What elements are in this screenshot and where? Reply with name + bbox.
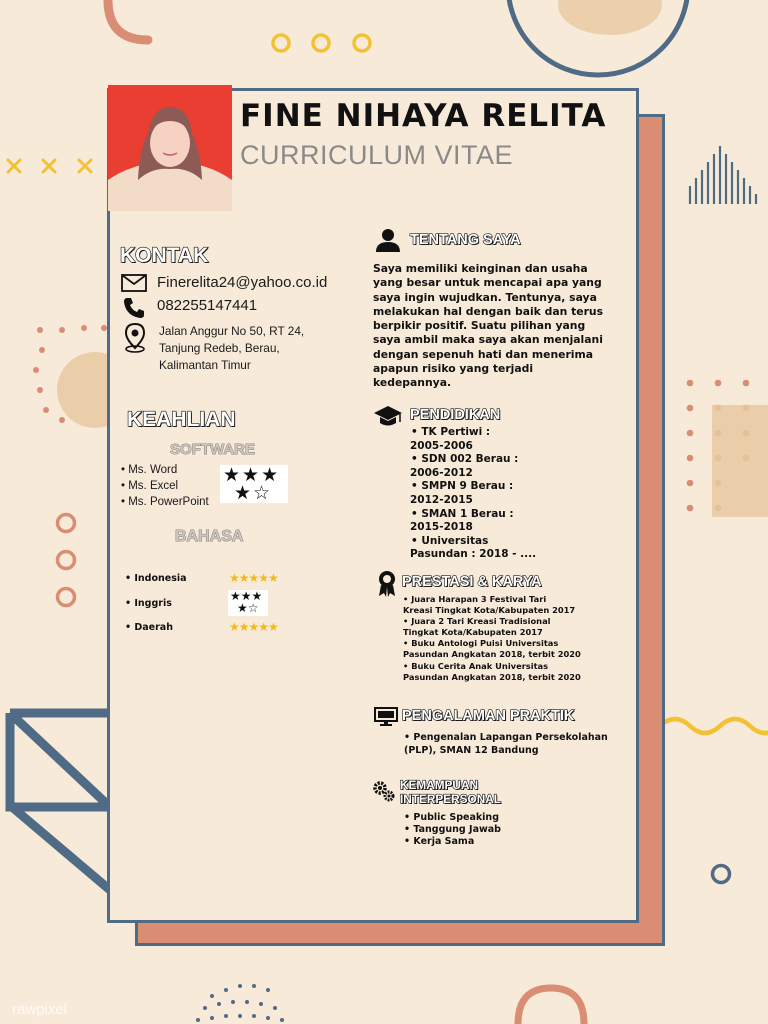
education-line: 2015-2018: [410, 521, 473, 534]
monitor-icon: [374, 707, 398, 727]
interpersonal-list: [404, 812, 501, 849]
achievement-line: • Buku Antologi Puisi Universitas: [403, 638, 559, 649]
address-line-1: Jalan Anggur No 50, RT 24,: [159, 324, 305, 338]
about-line: saya ambil maka saya akan menjalani: [373, 333, 603, 347]
achievement-line: • Buku Cerita Anak Universitas: [403, 660, 549, 671]
language-inggris-rating: [228, 590, 268, 616]
experience-line: • Pengenalan Lapangan Persekolahan: [404, 732, 608, 743]
education-line: • Universitas: [411, 534, 489, 547]
award-ribbon-icon: [377, 570, 397, 597]
software-rating: [220, 465, 288, 503]
interpersonal-heading-line-1: KEMAMPUAN: [400, 778, 478, 792]
pendidikan-heading: PENDIDIKAN: [410, 407, 501, 423]
software-rating-stars-row2: ★☆: [234, 482, 273, 504]
interpersonal-heading-line-2: INTERPERSONAL: [400, 792, 501, 806]
education-line: • SMPN 9 Berau :: [411, 480, 514, 493]
address-line-2: Tanjung Redeb, Berau,: [159, 341, 280, 355]
interpersonal-heading: [400, 778, 501, 806]
language-daerah: • Daerah: [125, 622, 173, 633]
language-inggris-stars-row1: ★★★: [230, 589, 263, 603]
achievement-line: Kreasi Tingkat Kota/Kabupaten 2017: [403, 605, 576, 616]
achievement-list: [403, 594, 581, 683]
interpersonal-line: • Tanggung Jawab: [404, 824, 501, 836]
location-pin-icon: [123, 323, 147, 353]
education-line: • SMAN 1 Berau :: [411, 507, 514, 520]
full-name: FINE NIHAYA RELITA: [240, 98, 607, 134]
software-rating-stars-row1: ★★★: [223, 464, 281, 486]
watermark-text: rawpixel: [12, 1001, 68, 1018]
education-line: 2005-2006: [410, 439, 473, 452]
achievement-line: Tingkat Kota/Kabupaten 2017: [403, 627, 543, 638]
about-line: Saya memiliki keinginan dan usaha: [373, 262, 588, 275]
education-list: [410, 426, 536, 562]
about-line: berpikir positif. Suatu pilihan yang: [373, 319, 586, 333]
software-item-excel: • Ms. Excel: [121, 480, 179, 492]
software-list: [121, 462, 209, 510]
achievement-line: • Juara Harapan 3 Festival Tari: [403, 594, 547, 604]
cv-subtitle: CURRICULUM VITAE: [240, 140, 514, 170]
phone-text: 082255147441: [157, 297, 258, 314]
address-block: [159, 323, 304, 374]
gears-icon: [372, 780, 396, 802]
interpersonal-line: • Public Speaking: [404, 812, 499, 823]
about-line: yang besar untuk mencapai apa yang: [373, 276, 602, 290]
profile-photo: [108, 85, 232, 211]
user-icon: [375, 227, 401, 253]
education-line: • SDN 002 Berau :: [411, 453, 519, 466]
pengalaman-heading: PENGALAMAN PRAKTIK: [402, 708, 575, 724]
about-line: kedepannya.: [373, 376, 452, 390]
achievement-line: • Juara 2 Tari Kreasi Tradisional: [403, 616, 551, 627]
software-heading: SOFTWARE: [170, 441, 255, 458]
experience-line: (PLP), SMAN 12 Bandung: [404, 744, 539, 756]
keahlian-heading: KEAHLIAN: [127, 408, 236, 431]
education-line: 2006-2012: [410, 466, 473, 479]
email-text: Finerelita24@yahoo.co.id: [157, 274, 328, 291]
education-line: Pasundan : 2018 - ....: [410, 548, 537, 561]
kontak-heading: KONTAK: [120, 244, 209, 267]
education-line: • TK Pertiwi :: [411, 426, 491, 438]
graduation-cap-icon: [373, 405, 403, 427]
about-line: melakukan hal dengan baik dan terus: [373, 304, 604, 318]
experience-list: [404, 732, 608, 757]
language-inggris-stars-row2: ★☆: [237, 601, 259, 615]
person-portrait-icon: [108, 85, 232, 211]
phone-icon: [122, 296, 146, 320]
bahasa-heading: BAHASA: [175, 528, 244, 545]
language-daerah-stars: ★★★★★: [229, 620, 278, 634]
language-indonesia-stars: ★★★★★: [229, 571, 278, 585]
prestasi-heading: PRESTASI & KARYA: [402, 574, 542, 590]
address-line-3: Kalimantan Timur: [159, 358, 251, 372]
about-line: apapun risiko yang terjadi: [373, 362, 534, 376]
about-line: saya ingin wujudkan. Tentunya, saya: [373, 290, 597, 304]
achievement-line: Pasundan Angkatan 2018, terbit 2020: [403, 671, 581, 682]
language-indonesia: • Indonesia: [125, 573, 187, 584]
interpersonal-line: • Kerja Sama: [404, 836, 475, 848]
language-inggris: • Inggris: [125, 598, 172, 609]
tentang-heading: TENTANG SAYA: [410, 232, 521, 248]
software-item-powerpoint: • Ms. PowerPoint: [121, 496, 209, 508]
email-icon: [121, 274, 147, 292]
software-item-word: • Ms. Word: [121, 464, 178, 476]
about-paragraph: [373, 262, 625, 391]
achievement-line: Pasundan Angkatan 2018, terbit 2020: [403, 649, 581, 660]
education-line: 2012-2015: [410, 493, 473, 506]
about-line: dengan sepenuh hati dan menerima: [373, 347, 594, 361]
